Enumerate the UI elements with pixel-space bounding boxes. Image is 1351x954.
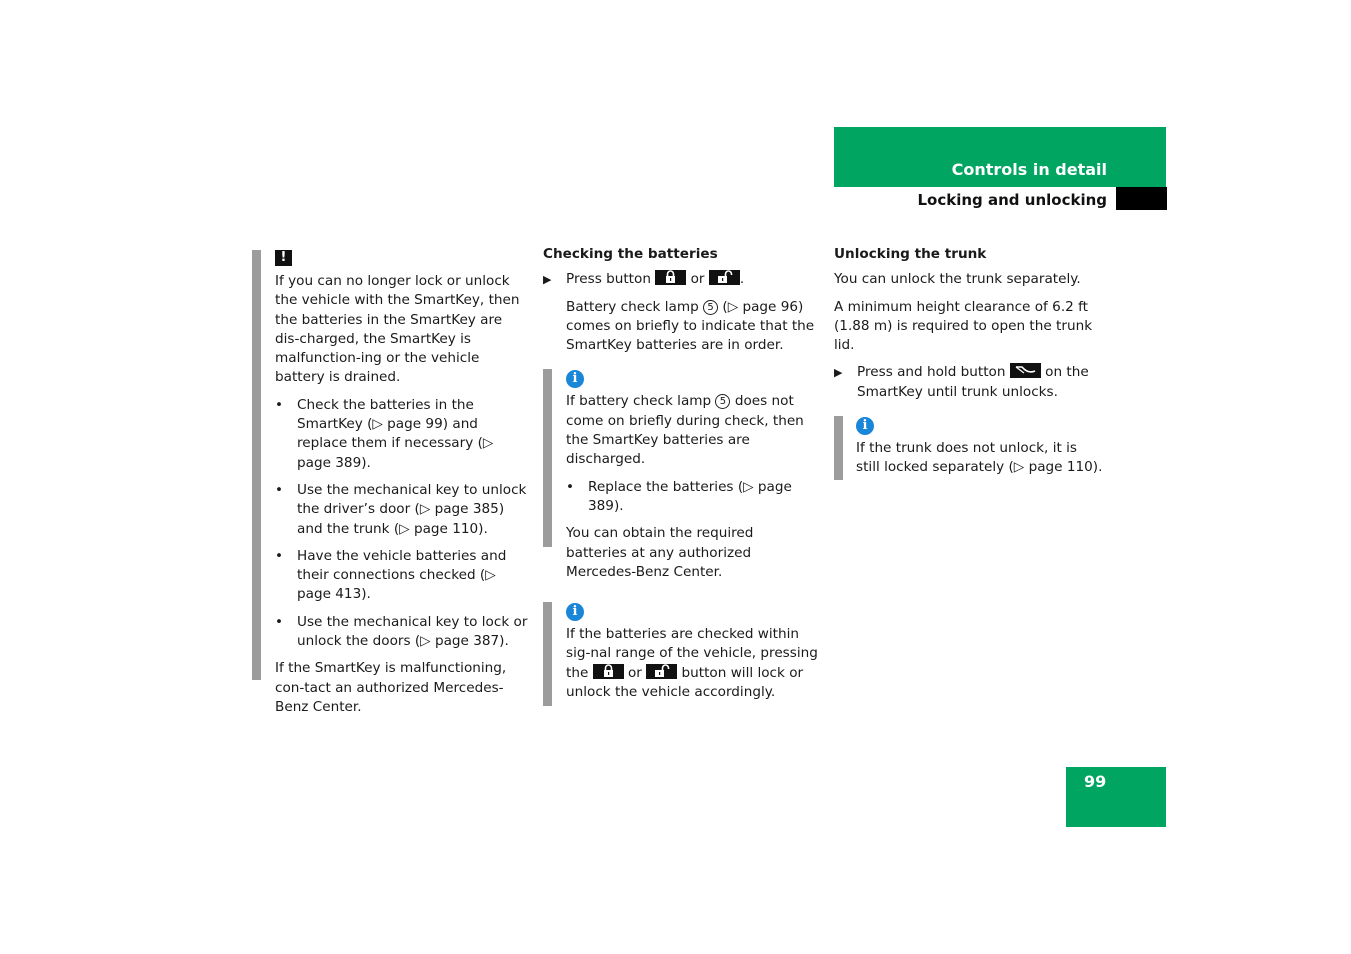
unlocking-trunk-section [834,245,1104,486]
list-item: • Have the vehicle batteries and their connections checked (▷ page 413). [275,547,507,603]
info-icon: i [856,417,874,435]
info-note [834,416,1104,478]
info-bar [834,416,843,480]
info-bar [543,369,552,547]
bullet-arrow-icon: ▶ [543,273,552,287]
unlock-button-icon [646,664,677,679]
body-text: You can unlock the trunk separately. [834,271,1081,288]
warning-bar [252,250,261,680]
instruction-step: ▶ Press button or . [543,270,818,289]
header-marker [1116,187,1167,210]
list-item: • Replace the batteries (▷ page 389). [566,478,792,514]
warning-intro: If you can no longer lock or unlock the vehicle with the SmartKey, then the batteries in the SmartKey are dis-charged, the SmartKey is malfunction-ing or the vehicle battery is drained. [275,273,520,386]
info-icon: i [566,370,584,388]
info-text: If the batteries are checked within sig-nal range of the vehicle, pressing the or button will lock or unlock the vehicle accordingly. [566,626,818,701]
info-text: You can obtain the required batteries at any authorized Mercedes-Benz Center. [566,525,754,580]
trunk-button-icon [1010,363,1041,378]
subsection-title: Locking and unlocking [917,191,1107,209]
lock-button-icon [655,270,686,285]
info-note [543,369,818,582]
page-number: 99 [1084,772,1107,791]
section-heading: Unlocking the trunk [834,246,987,262]
bullet-arrow-icon: ▶ [834,366,843,380]
lamp-number: 5 [703,300,718,315]
section-heading: Checking the batteries [543,246,718,262]
warning-note [275,248,530,725]
instruction-step: ▶ Press and hold button on the SmartKey until trunk unlocks. [834,364,1089,400]
body-text: A minimum height clearance of 6.2 ft (1.88 m) is required to open the trunk lid. [834,298,1093,354]
section-title: Controls in detail [951,160,1107,179]
warning-icon: ! [275,250,292,266]
info-icon: i [566,603,584,621]
info-text: If the trunk does not unlock, it is still locked separately (▷ page 110). [856,440,1103,476]
list-item: • Use the mechanical key to unlock the driver’s door (▷ page 385) and the trunk (▷ page 110). [275,481,527,537]
info-text: If battery check lamp 5 does not come on briefly during check, then the SmartKey batteries are discharged. [566,393,804,468]
lamp-number: 5 [715,394,730,409]
lock-button-icon [593,664,624,679]
checking-batteries-section [543,245,818,710]
info-note [543,602,818,702]
warning-outro: If the SmartKey is malfunctioning, con-tact an authorized Mercedes-Benz Center. [275,660,507,715]
list-item: • Check the batteries in the SmartKey (▷ page 99) and replace them if necessary (▷ page 389). [275,396,494,471]
list-item: • Use the mechanical key to lock or unlock the doors (▷ page 387). [275,613,528,650]
info-bar [543,602,552,706]
page-number-box [1066,767,1166,827]
unlock-button-icon [709,270,740,285]
battery-lamp-text: Battery check lamp 5 (▷ page 96) comes on briefly to indicate that the SmartKey batteries are in order. [566,298,815,354]
